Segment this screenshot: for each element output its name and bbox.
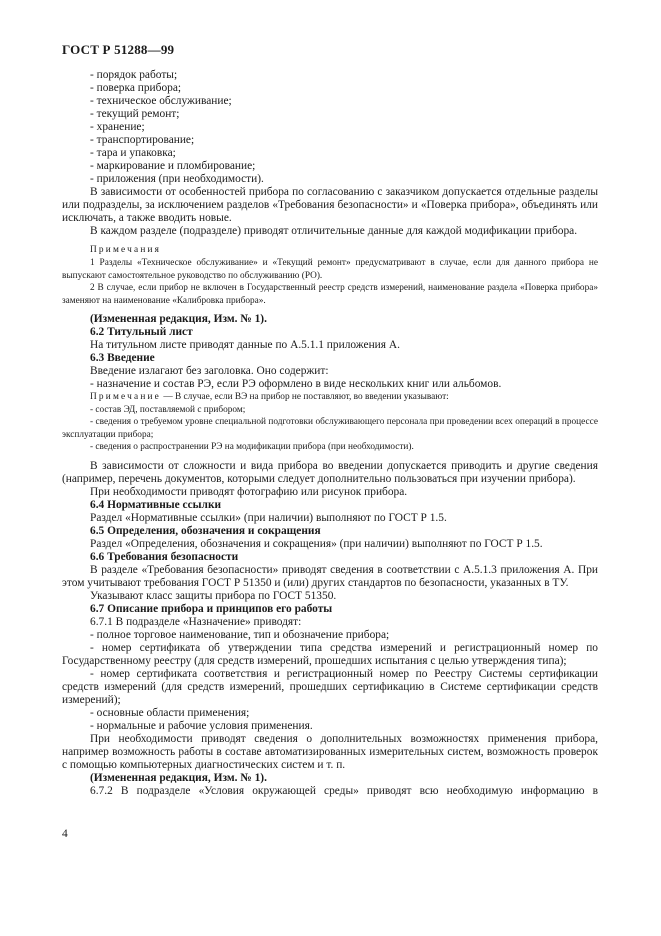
note-body: — В случае, если ВЭ на прибор не поставляют, во введении указывают:	[161, 392, 449, 402]
list-item: - техническое обслуживание;	[90, 95, 232, 107]
paragraph: 6.7.1 В подразделе «Назначение» приводят:	[90, 615, 302, 628]
section-heading: 6.5 Определения, обозначения и сокращения	[90, 524, 321, 537]
note-heading: Примечания	[90, 245, 162, 255]
note-text: - сведения о требуемом уровне специальной подготовки обслуживающего персонала при проведении всех операций в процессе эксплуатации прибора;	[62, 417, 598, 440]
section-heading: 6.7 Описание прибора и принципов его работы	[90, 602, 333, 615]
section-heading: (Измененная редакция, Изм. № 1).	[90, 771, 267, 784]
paragraph: - номер сертификата соответствия и регистрационный номер по Реестру Системы сертификации средств измерений (для средств измерений, прошедших сертификацию в Системе сертификации средств измерений);	[62, 667, 598, 706]
paragraph: Раздел «Определения, обозначения и сокращения» (при наличии) выполняют по ГОСТ Р 1.5.	[90, 537, 543, 550]
list-item: - приложения (при необходимости).	[90, 173, 264, 185]
section-heading: (Измененная редакция, Изм. № 1).	[90, 313, 267, 325]
paragraph: Введение излагают без заголовка. Оно содержит:	[90, 365, 329, 377]
list-item: - поверка прибора;	[90, 82, 182, 94]
paragraph: Указывают класс защиты прибора по ГОСТ 51350.	[90, 589, 337, 602]
note-list-item: - сведения о распространении РЭ на модификации прибора (при необходимости).	[90, 442, 414, 452]
document-header: ГОСТ Р 51288—99	[62, 42, 175, 57]
list-item: - основные области применения;	[90, 706, 250, 719]
note-heading: Примечание	[90, 392, 161, 402]
paragraph: В каждом разделе (подразделе) приводят отличительные данные для каждой модификации прибора.	[90, 225, 578, 237]
paragraph: При необходимости приводят фотографию или рисунок прибора.	[90, 485, 408, 498]
section-heading: 6.3 Введение	[90, 352, 155, 364]
section-heading: 6.6 Требования безопасности	[90, 550, 239, 563]
list-item: - текущий ремонт;	[90, 108, 180, 120]
paragraph: В зависимости от сложности и вида прибора во введении допускается приводить и другие сведения (например, перечень документов, которыми следует дополнительно пользоваться при изучении прибора).	[62, 459, 598, 485]
section-heading: 6.2 Титульный лист	[90, 326, 193, 338]
paragraph: Раздел «Нормативные ссылки» (при наличии) выполняют по ГОСТ Р 1.5.	[90, 511, 447, 524]
note-text: 1 Разделы «Техническое обслуживание» и «Текущий ремонт» предусматривают в случае, если для данного прибора не выпускают самостоятельное руководство по обслуживанию (РО).	[62, 258, 598, 281]
paragraph: В разделе «Требования безопасности» приводят сведения в соответствии с А.5.1.3 приложения А. При этом учитывают требования ГОСТ Р 51350 и (или) других стандартов по безопасности, указанных в ТУ.	[62, 563, 598, 589]
list-item: - транспортирование;	[90, 134, 195, 146]
note-list-item: - состав ЭД, поставляемой с прибором;	[90, 404, 246, 415]
paragraph: При необходимости приводят сведения о дополнительных возможностях применения прибора, например возможность работы в составе автоматизированных измерительных систем, возможность проверок с помощью компьютерных диагностических систем и т. п.	[62, 732, 598, 771]
list-item: - назначение и состав РЭ, если РЭ оформлено в виде нескольких книг или альбомов.	[90, 378, 502, 390]
paragraph: На титульном листе приводят данные по А.5.1.1 приложения А.	[90, 339, 400, 351]
section-heading: 6.4 Нормативные ссылки	[90, 498, 222, 511]
paragraph: 6.7.2 В подразделе «Условия окружающей среды» приводят всю необходимую информацию в	[90, 784, 598, 797]
page-number: 4	[62, 828, 68, 840]
list-item: - хранение;	[90, 121, 145, 133]
note-text	[62, 391, 598, 404]
list-item: - маркирование и пломбирование;	[90, 160, 256, 172]
list-item: - полное торговое наименование, тип и обозначение прибора;	[90, 628, 390, 641]
list-item: - порядок работы;	[90, 69, 178, 81]
note-text: 2 В случае, если прибор не включен в Государственный реестр средств измерений, наименование раздела «Поверка прибора» заменяют на наименование «Калибровка прибора».	[62, 283, 598, 306]
paragraph: В зависимости от особенностей прибора по согласованию с заказчиком допускается отдельные разделы или подразделы, за исключением разделов «Требования безопасности» и «Поверка прибора», объединять или исключать, а также вводить новые.	[62, 186, 598, 224]
list-item: - тара и упаковка;	[90, 147, 176, 159]
document-body	[62, 69, 598, 798]
paragraph: - номер сертификата об утверждении типа средства измерений и регистрационный номер по Государственному реестру (для средств измерений, прошедших испытания с целью утверждения типа);	[62, 641, 598, 667]
list-item: - нормальные и рабочие условия применения.	[90, 719, 313, 732]
